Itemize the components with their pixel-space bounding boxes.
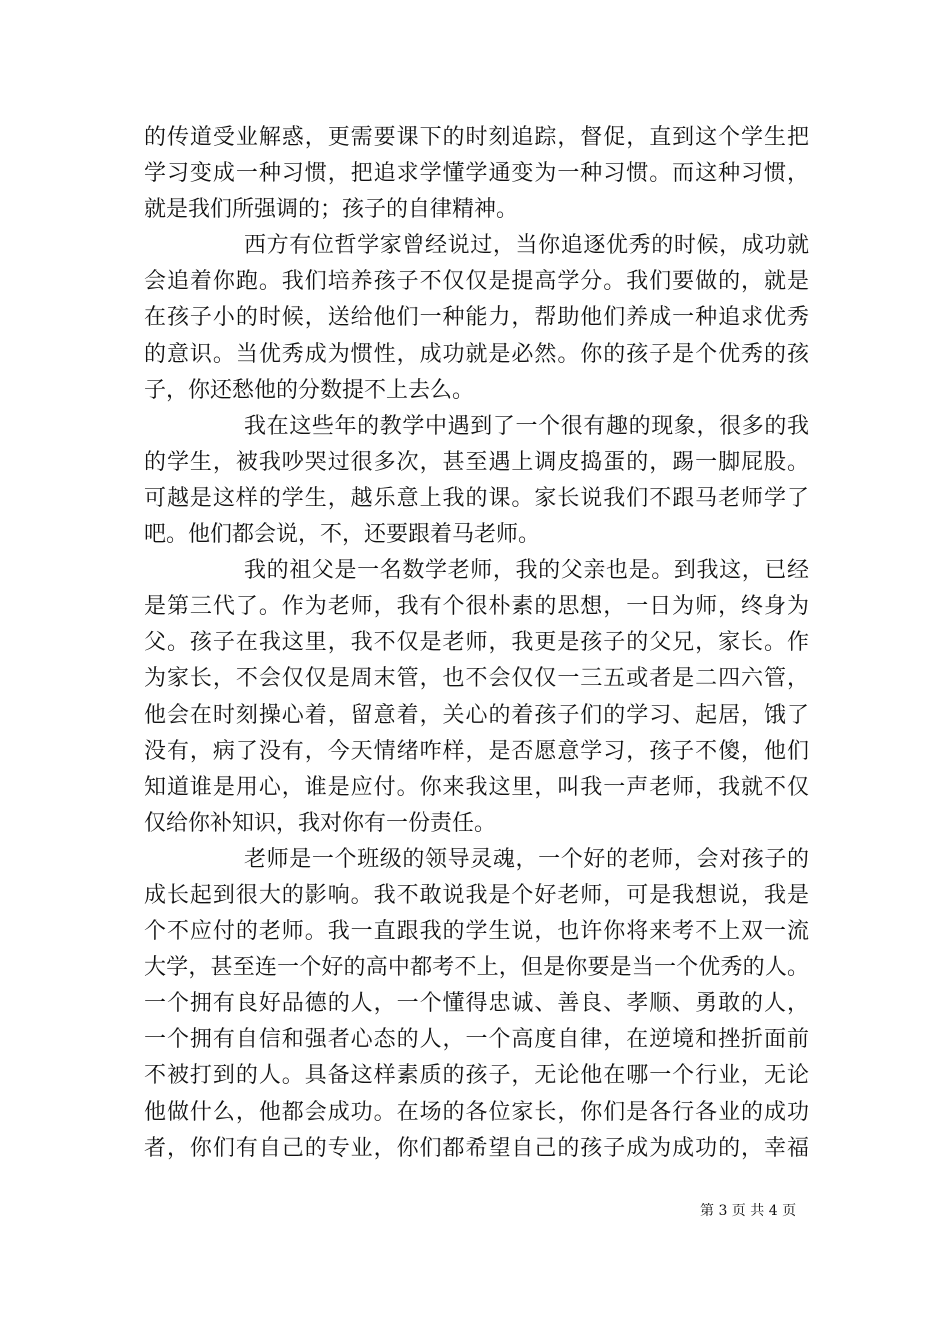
- text-line: 大学，甚至连一个好的高中都考不上，但是你要是当一个优秀的人。: [144, 955, 809, 981]
- text-line: 吧。他们都会说，不，还要跟着马老师。: [144, 522, 541, 548]
- text-line: 为家长，不会仅仅是周末管，也不会仅仅一三五或者是二四六管，: [144, 666, 809, 692]
- paragraph-first-line: 老师是一个班级的领导灵魂，一个好的老师，会对孩子的: [244, 846, 809, 872]
- text-line: 仅给你补知识，我对你有一份责任。: [144, 810, 497, 836]
- text-line: 一个拥有良好品德的人，一个懂得忠诚、善良、孝顺、勇敢的人，: [144, 991, 809, 1017]
- text-line: 就是我们所强调的；孩子的自律精神。: [144, 197, 519, 223]
- paragraph-first-line: 我的祖父是一名数学老师，我的父亲也是。到我这，已经: [244, 558, 809, 584]
- document-body: [144, 120, 809, 1167]
- text-line: 他会在时刻操心着，留意着，关心的着孩子们的学习、起居，饿了: [144, 702, 809, 728]
- text-line: 学习变成一种习惯，把追求学懂学通变为一种习惯。而这种习惯，: [144, 161, 809, 187]
- text-line: 的学生，被我吵哭过很多次，甚至遇上调皮捣蛋的，踢一脚屁股。: [144, 449, 809, 475]
- paragraph-first-line: 我在这些年的教学中遇到了一个很有趣的现象，很多的我: [244, 413, 809, 439]
- text-line: 成长起到很大的影响。我不敢说我是个好老师，可是我想说，我是: [144, 882, 809, 908]
- text-line: 者，你们有自己的专业，你们都希望自己的孩子成为成功的，幸福: [144, 1135, 809, 1161]
- text-line: 没有，病了没有，今天情绪咋样，是否愿意学习，孩子不傻，他们: [144, 738, 809, 764]
- text-line: 的意识。当优秀成为惯性，成功就是必然。你的孩子是个优秀的孩: [144, 341, 809, 367]
- text-line: 他做什么，他都会成功。在场的各位家长，你们是各行各业的成功: [144, 1099, 809, 1125]
- text-line: 个不应付的老师。我一直跟我的学生说，也许你将来考不上双一流: [144, 919, 809, 945]
- text-line: 会追着你跑。我们培养孩子不仅仅是提高学分。我们要做的，就是: [144, 269, 809, 295]
- text-line: 父。孩子在我这里，我不仅是老师，我更是孩子的父兄，家长。作: [144, 630, 809, 656]
- page-number: 第 3 页 共 4 页: [700, 1203, 797, 1219]
- text-line: 子，你还愁他的分数提不上去么。: [144, 377, 475, 403]
- text-line: 不被打到的人。具备这样素质的孩子，无论他在哪一个行业，无论: [144, 1063, 809, 1089]
- text-line: 在孩子小的时候，送给他们一种能力，帮助他们养成一种追求优秀: [144, 305, 809, 331]
- text-line: 知道谁是用心，谁是应付。你来我这里，叫我一声老师，我就不仅: [144, 774, 809, 800]
- text-line: 可越是这样的学生，越乐意上我的课。家长说我们不跟马老师学了: [144, 485, 809, 511]
- paragraph-first-line: 西方有位哲学家曾经说过，当你追逐优秀的时候，成功就: [244, 233, 809, 259]
- text-line: 的传道受业解惑，更需要课下的时刻追踪，督促，直到这个学生把: [144, 125, 809, 150]
- text-line: 一个拥有自信和强者心态的人，一个高度自律，在逆境和挫折面前: [144, 1027, 809, 1053]
- text-line: 是第三代了。作为老师，我有个很朴素的思想，一日为师，终身为: [144, 594, 809, 620]
